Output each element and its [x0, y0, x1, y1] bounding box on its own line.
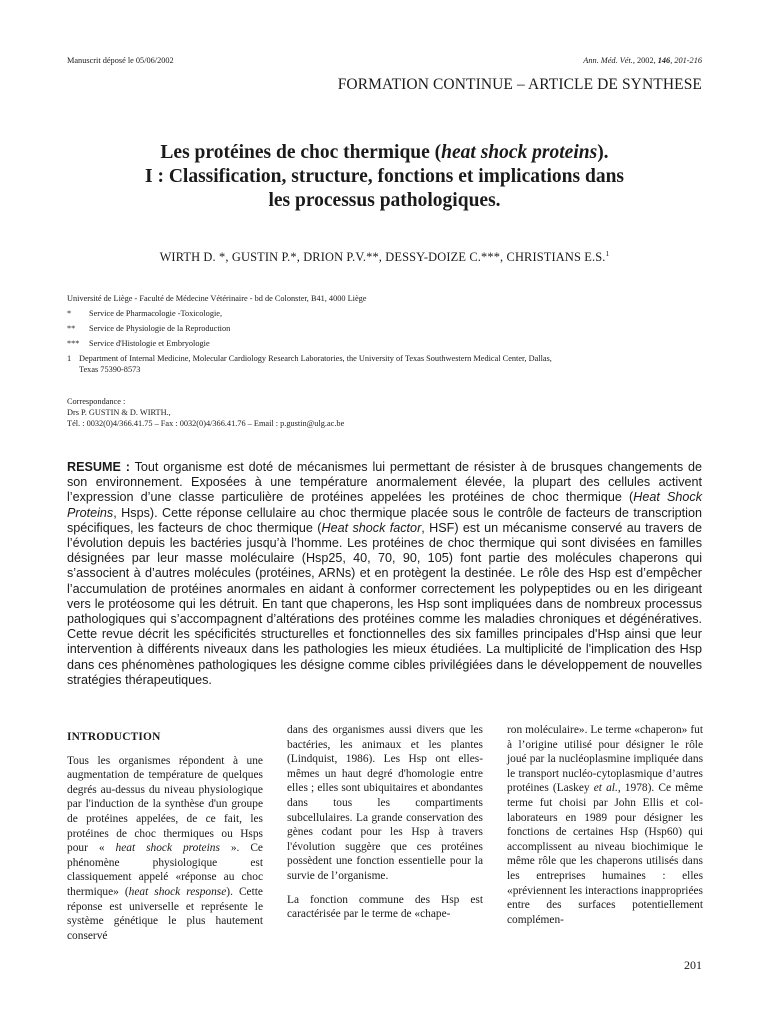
journal-pages: , 201-216 — [670, 56, 702, 65]
body-column-2 — [287, 723, 483, 922]
abstract: RESUME : Tout organisme est doté de mécanismes lui permettant de résister à de brusques changements de son environnement. Exposées à une température anormalement élevée, la plupart des cellules activent l’expression d’une classe particulière de protéines appelées les protéines de choc thermique (Heat Shock Proteins, Hsps). Cette réponse cellulaire au choc thermique placée sous le contrôle de facteurs de transcription spécifiques, les facteurs de choc thermique (Heat shock factor, HSF) est un mécanisme conservé au travers de l’évolution depuis les bactéries jusqu’à l’homme. Les protéines de choc thermique qui sont divisées en familles désignées par leur masse moléculaire (Hsp25, 40, 70, 90, 105) font partie des molécules chaperons qui s’associent à d’autres molécules (protéines, ARNs) et en protègent la destinée. Le rôle des Hsp est d’empêcher l’accumulation de protéines anormales en aidant à conformer correctement les polypeptides ou en les dirigeant vers le protéosome qui les détruit. En tant que chaperons, les Hsp sont impliquées dans de nombreux processus pathologiques qui s’accompagnent d’altérations des protéines comme les maladies chroniques et dégénératives. Cette revue décrit les spécificités structurelles et fonctionnelles des six familles principales d'Hsp ainsi que leur intervention à différents niveaux dans les pathologies les mieux étudiées. La multiplicité de l'implication des Hsp dans ces phénomènes pathologiques les désigne comme cibles privilégiées dans le développement de nouvelles stratégies thérapeutiques. — [67, 460, 702, 687]
section-rubric: FORMATION CONTINUE – ARTICLE DE SYNTHESE — [337, 76, 702, 93]
affiliations — [67, 293, 707, 375]
author-list — [67, 249, 702, 265]
foreign-affiliation: 1 Department of Internal Medicine, Molecular Cardiology Research Laboratories, the University of Texas Southwestern Medical Center, Dallas, — [67, 354, 552, 363]
section-heading: INTRODUCTION — [67, 731, 161, 743]
affiliation-item: * Service de Pharmacologie -Toxicologie, — [67, 309, 223, 318]
body-column-3 — [507, 723, 703, 927]
paragraph: Tous les organismes répondent à une augmentation de température de quelques degrés au-dessus du niveau physiologique par l'induction de la synthèse d'un groupe de protéines appelées, de ce fait, les protéines de choc thermiques ou Hsps pour « heat shock proteins ». Ce phénomène physiologique est classiquement appelé «réponse au choc thermique» (heat shock response). Cette réponse est universelle et représente le système génétique le plus hautement conservé — [67, 754, 263, 942]
correspondence-label: Correspondance : — [67, 397, 126, 406]
correspondence — [67, 396, 344, 429]
journal-year: , 2002, — [632, 56, 658, 65]
title-line-1: Les protéines de choc thermique (heat shock proteins). — [160, 142, 609, 163]
article-title — [67, 141, 702, 213]
university-line: Université de Liège - Faculté de Médecine Vétérinaire - bd de Colonster, B41, 4000 Liège — [67, 294, 367, 303]
manuscript-date: Manuscrit déposé le 05/06/2002 — [67, 56, 174, 65]
journal-name: Ann. Méd. Vét. — [583, 56, 633, 65]
page-number: 201 — [684, 958, 702, 972]
author-names: WIRTH D. *, GUSTIN P.*, DRION P.V.**, DESSY-DOIZE C.***, CHRISTIANS E.S. — [159, 250, 606, 265]
paragraph: La fonction commune des Hsp est caractérisée par le terme de «chape- — [287, 893, 483, 921]
affiliation-item: *** Service d'Histologie et Embryologie — [67, 339, 210, 348]
paragraph: dans des organismes aussi divers que les bactéries, les animaux et les plantes (Lindquist, 1986). Les Hsp ont elles-mêmes un haut degré d'homologie entre elles ; elles sont ubiquitaires et abondantes dans tous les compartiments subcellulaires. La grande conservation des gènes codant pour les Hsp à travers l'évolution suggère que ces protéines possèdent une fonction essentielle pour la survie de l’organisme. — [287, 724, 483, 882]
author-footnote-mark: 1 — [605, 249, 610, 258]
journal-volume: 146 — [657, 56, 671, 65]
title-italic: heat shock proteins — [441, 142, 598, 163]
affiliation-item: ** Service de Physiologie de la Reproduction — [67, 324, 231, 333]
body-column-1 — [67, 730, 263, 943]
paragraph: ron moléculaire». Le terme «chaperon» fut à l’origine utilisé pour désigner le rôle joué par la nucléoplasmine impliquée dans le transport nucléo-cytoplasmique d’autres protéines (Laskey et al., 1978). Ce même terme fut choisi par John Ellis et collaborateurs en 1989 pour désigner les fonctions de certaines Hsp (Hsp60) qui accomplissent au niveau biochimique le même rôle que les chaperons utilisés dans les entreprises humaines : elles «préviennent les interactions inappropriées entre des surfaces potentiellement complémen- — [507, 724, 703, 926]
abstract-label: RESUME : — [67, 460, 130, 474]
foreign-affiliation-city: Texas 75390-8573 — [79, 365, 141, 374]
title-line-2: I : Classification, structure, fonctions et implications dans — [144, 166, 625, 187]
title-line-3: les processus pathologiques. — [268, 190, 501, 211]
correspondence-names: Drs P. GUSTIN & D. WIRTH., — [67, 408, 171, 417]
correspondence-contact: Tél. : 0032(0)4/366.41.75 – Fax : 0032(0)4/366.41.76 – Email : p.gustin@ulg.ac.be — [67, 419, 345, 428]
journal-reference — [583, 55, 702, 66]
